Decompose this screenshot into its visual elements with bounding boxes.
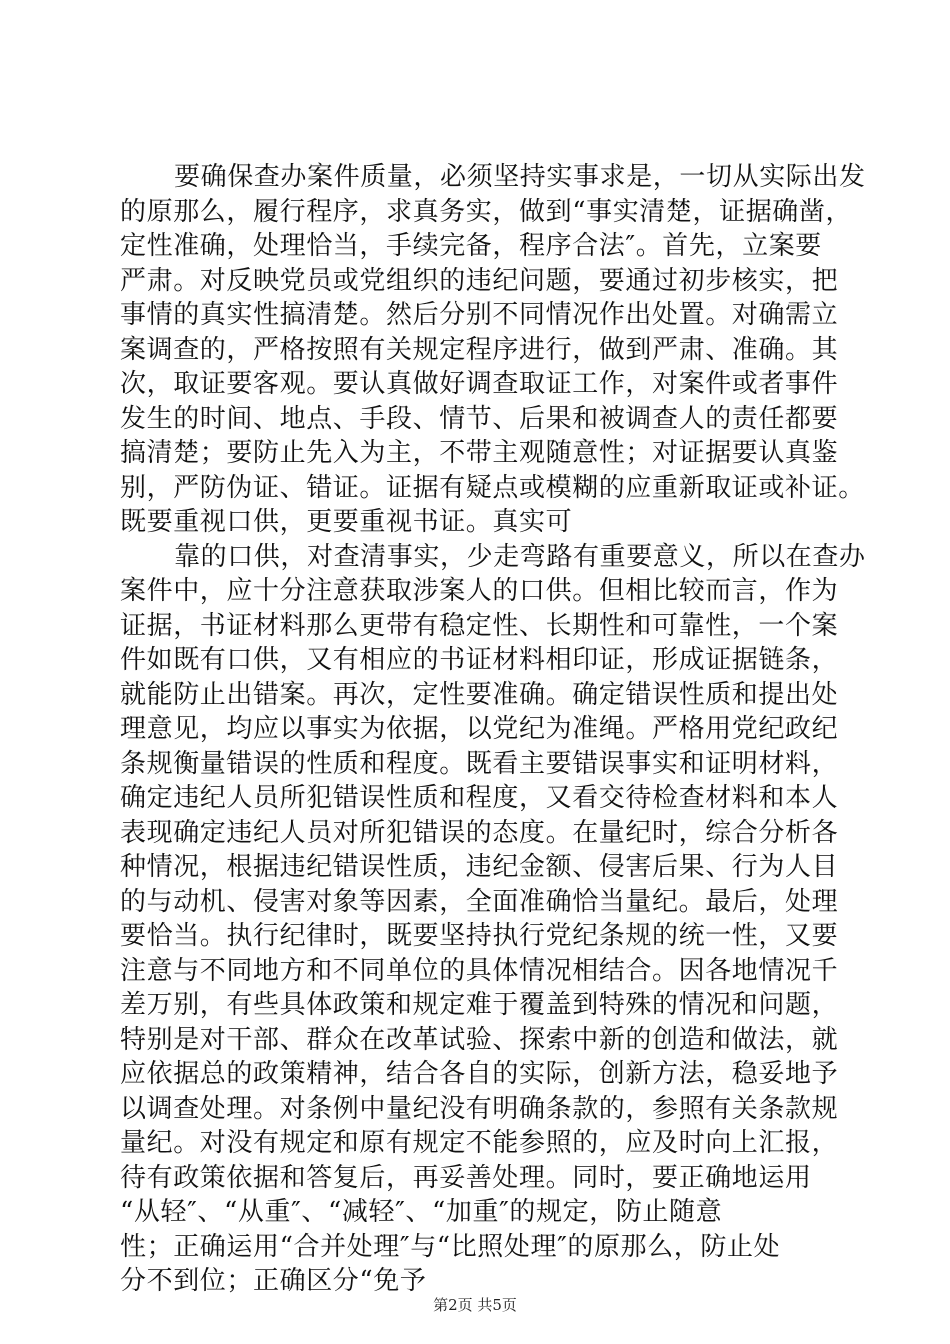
paragraph-2-line-8: 确定违纪人员所犯错误性质和程度，又看交待检查材料和本人: [120, 783, 839, 813]
page-number-label: 第2页 共5页: [433, 1296, 517, 1314]
paragraph-2-line-22: 分不到位；正确区分“免予: [120, 1266, 427, 1296]
paragraph-2-line-11: 的与动机、侵害对象等因素，全面准确恰当量纪。最后，处理: [120, 886, 839, 917]
paragraph-1-line-7: 次，取证要客观。要认真做好调查取证工作，对案件或者事件: [120, 369, 839, 399]
body-text: [120, 160, 866, 1299]
paragraph-2-line-17: 以调查处理。对条例中量纪没有明确条款的，参照有关条款规: [120, 1093, 839, 1124]
paragraph-2-line-2: 案件中，应十分注意获取涉案人的口供。但相比较而言，作为: [120, 576, 839, 606]
paragraph-2-line-9: 表现确定违纪人员对所犯错误的态度。在量纪时，综合分析各: [120, 817, 839, 848]
paragraph-1-line-5: 事情的真实性搞清楚。然后分别不同情况作出处置。对确需立: [120, 300, 839, 330]
paragraph-2-line-6: 理意见，均应以事实为依据，以党纪为准绳。严格用党纪政纪: [120, 714, 839, 744]
paragraph-2-line-19: 待有政策依据和答复后，再妥善处理。同时，要正确地运用: [120, 1162, 812, 1193]
page-footer: [0, 1295, 950, 1315]
paragraph-2-line-5: 就能防止出错案。再次，定性要准确。确定错误性质和提出处: [120, 679, 839, 710]
paragraph-1-line-3: 定性准确，处理恰当，手续完备，程序合法″。首先，立案要: [120, 231, 822, 261]
paragraph-1-line-1: 要确保查办案件质量，必须坚持实事求是，一切从实际出发: [174, 162, 866, 192]
paragraph-1-line-8: 发生的时间、地点、手段、情节、后果和被调查人的责任都要: [120, 403, 839, 434]
paragraph-1-line-11: 既要重视口供，更要重视书证。真实可: [120, 507, 573, 537]
paragraph-2-line-3: 证据，书证材料那么更带有稳定性、长期性和可靠性，一个案: [120, 610, 839, 641]
paragraph-2-line-13: 注意与不同地方和不同单位的具体情况相结合。因各地情况千: [120, 955, 839, 986]
paragraph-2-line-20: “从轻″、“从重″、“减轻″、“加重″的规定，防止随意: [120, 1197, 723, 1227]
paragraph-2-line-10: 种情况，根据违纪错误性质，违纪金额、侵害后果、行为人目: [120, 852, 839, 882]
paragraph-1-line-2: 的原那么，履行程序，求真务实，做到“事实清楚，证据确凿，: [120, 196, 853, 227]
paragraph-1-line-10: 别，严防伪证、错证。证据有疑点或模糊的应重新取证或补证。: [120, 472, 865, 503]
paragraph-2-line-1: 靠的口供，对查清事实，少走弯路有重要意义，所以在查办: [174, 541, 866, 572]
paragraph-2-line-18: 量纪。对没有规定和原有规定不能参照的，应及时向上汇报，: [120, 1128, 839, 1158]
paragraph-2-line-7: 条规衡量错误的性质和程度。既看主要错误事实和证明材料，: [120, 748, 839, 779]
paragraph-1-line-9: 搞清楚；要防止先入为主，不带主观随意性；对证据要认真鉴: [120, 438, 839, 468]
paragraph-2-line-21: 性；正确运用“合并处理″与“比照处理″的原那么，防止处: [120, 1231, 781, 1262]
paragraph-2-line-15: 特别是对干部、群众在改革试验、探索中新的创造和做法，就: [120, 1024, 839, 1055]
paragraph-2-line-16: 应依据总的政策精神，结合各自的实际，创新方法，稳妥地予: [120, 1059, 839, 1089]
paragraph-2-line-4: 件如既有口供，又有相应的书证材料相印证，形成证据链条，: [120, 645, 839, 675]
paragraph-2-line-12: 要恰当。执行纪律时，既要坚持执行党纪条规的统一性，又要: [120, 921, 839, 951]
paragraph-2-line-14: 差万别，有些具体政策和规定难于覆盖到特殊的情况和问题，: [120, 990, 839, 1020]
paragraph-1-line-4: 严肃。对反映党员或党组织的违纪问题，要通过初步核实，把: [120, 265, 839, 296]
paragraph-1-line-6: 案调查的，严格按照有关规定程序进行，做到严肃、准确。其: [120, 334, 839, 365]
